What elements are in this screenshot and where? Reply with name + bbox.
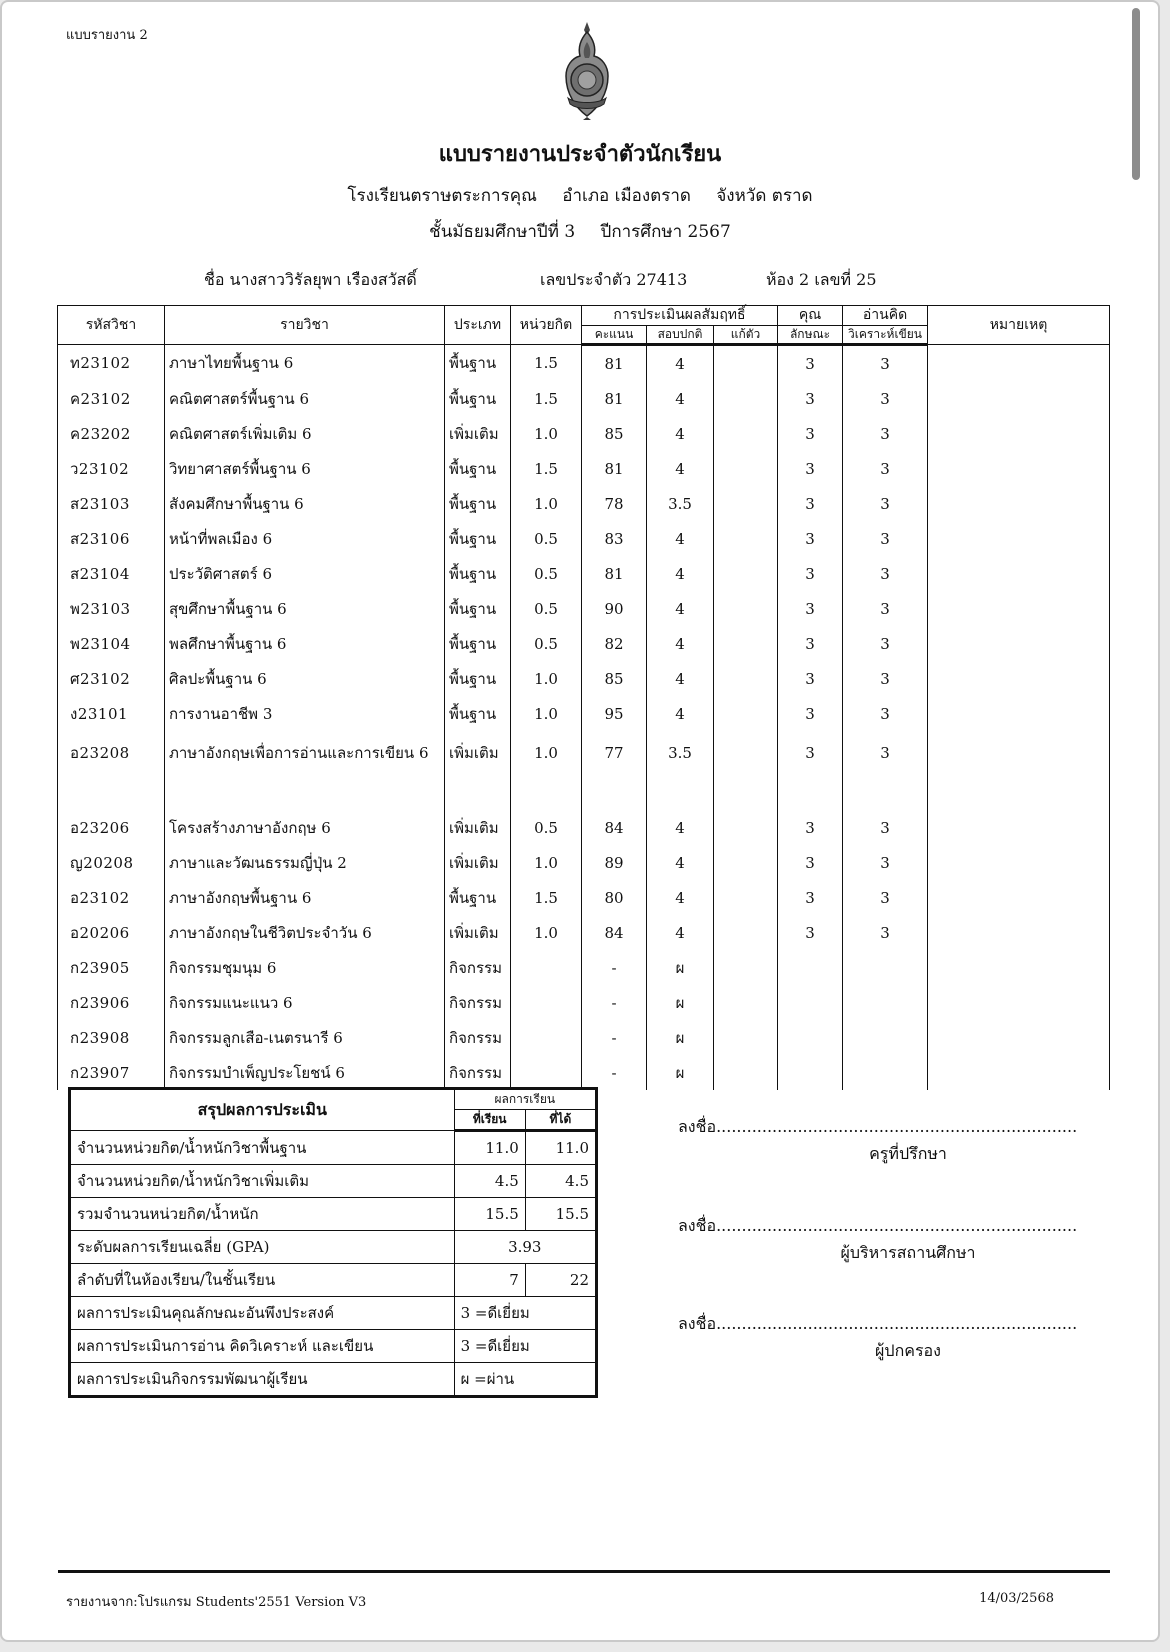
- cell-code: ส23106: [58, 521, 165, 556]
- grades-body: [58, 345, 1110, 1091]
- cell-retake: [714, 591, 778, 626]
- cell-code: ก23905: [58, 950, 165, 985]
- cell-characteristics: [778, 985, 843, 1020]
- summary-label: จำนวนหน่วยกิต/น้ำหนักวิชาพื้นฐาน: [70, 1131, 455, 1165]
- grades-table: [57, 305, 1110, 1090]
- summary-label: รวมจำนวนหน่วยกิต/น้ำหนัก: [70, 1198, 455, 1231]
- cell-grade: 4: [647, 556, 714, 591]
- cell-reading: 3: [843, 696, 928, 731]
- col-header-char-top: คุณ: [778, 306, 843, 326]
- summary-row-rank: [70, 1264, 597, 1297]
- cell-code: ก23908: [58, 1020, 165, 1055]
- cell-grade: 4: [647, 696, 714, 731]
- summary-row-characteristics: [70, 1297, 597, 1330]
- cell-type: เพิ่มเติม: [445, 915, 511, 950]
- cell-type: กิจกรรม: [445, 985, 511, 1020]
- cell-subject: คณิตศาสตร์พื้นฐาน 6: [165, 381, 445, 416]
- table-row: [58, 845, 1110, 880]
- cell-reading: 3: [843, 416, 928, 451]
- cell-retake: [714, 556, 778, 591]
- col-header-normal: สอบปกติ: [647, 326, 714, 345]
- cell-characteristics: 3: [778, 731, 843, 810]
- signature-role: ผู้บริหารสถานศึกษา: [840, 1243, 976, 1262]
- cell-remark: [928, 591, 1110, 626]
- cell-type: เพิ่มเติม: [445, 731, 511, 810]
- cell-code: อ23206: [58, 810, 165, 845]
- summary-row-core: [70, 1131, 597, 1165]
- cell-credit: 1.0: [511, 696, 582, 731]
- table-row: [58, 915, 1110, 950]
- cell-grade: 4: [647, 345, 714, 382]
- cell-retake: [714, 845, 778, 880]
- cell-code: ศ23102: [58, 661, 165, 696]
- cell-remark: [928, 556, 1110, 591]
- signature-parent: [678, 1312, 1098, 1364]
- cell-grade: 3.5: [647, 486, 714, 521]
- cell-credit: 0.5: [511, 626, 582, 661]
- summary-value: 4.5: [454, 1165, 525, 1198]
- cell-type: พื้นฐาน: [445, 626, 511, 661]
- cell-score: 81: [582, 556, 647, 591]
- col-header-assessment: การประเมินผลสัมฤทธิ์: [582, 306, 778, 326]
- col-header-code: รหัสวิชา: [58, 306, 165, 345]
- table-row: [58, 696, 1110, 731]
- cell-remark: [928, 626, 1110, 661]
- cell-code: ค23102: [58, 381, 165, 416]
- cell-code: ท23102: [58, 345, 165, 382]
- cell-reading: [843, 950, 928, 985]
- table-row: [58, 1020, 1110, 1055]
- cell-code: อ20206: [58, 915, 165, 950]
- province: จังหวัด ตราด: [716, 186, 813, 206]
- cell-characteristics: 3: [778, 556, 843, 591]
- cell-grade: 4: [647, 915, 714, 950]
- cell-credit: 1.5: [511, 345, 582, 382]
- cell-retake: [714, 486, 778, 521]
- cell-code: ค23202: [58, 416, 165, 451]
- cell-reading: [843, 985, 928, 1020]
- col-header-remark: หมายเหตุ: [928, 306, 1110, 345]
- form-code: แบบรายงาน 2: [66, 28, 148, 43]
- cell-credit: 1.0: [511, 915, 582, 950]
- cell-grade: 4: [647, 381, 714, 416]
- cell-type: เพิ่มเติม: [445, 845, 511, 880]
- cell-remark: [928, 1055, 1110, 1090]
- cell-code: พ23103: [58, 591, 165, 626]
- summary-value: 11.0: [454, 1131, 525, 1165]
- academic-year: ปีการศึกษา 2567: [600, 222, 731, 242]
- cell-reading: 3: [843, 556, 928, 591]
- report-title: แบบรายงานประจำตัวนักเรียน: [438, 141, 722, 167]
- cell-type: พื้นฐาน: [445, 345, 511, 382]
- cell-retake: [714, 521, 778, 556]
- cell-subject: กิจกรรมแนะแนว 6: [165, 985, 445, 1020]
- cell-score: 89: [582, 845, 647, 880]
- table-row: [58, 985, 1110, 1020]
- summary-value: 15.5: [525, 1198, 596, 1231]
- cell-score: -: [582, 985, 647, 1020]
- cell-remark: [928, 416, 1110, 451]
- cell-retake: [714, 985, 778, 1020]
- cell-grade: 4: [647, 416, 714, 451]
- table-row: [58, 950, 1110, 985]
- cell-subject: พลศึกษาพื้นฐาน 6: [165, 626, 445, 661]
- rank-room-value: 7: [454, 1264, 525, 1297]
- cell-code: ง23101: [58, 696, 165, 731]
- cell-grade: 3.5: [647, 731, 714, 810]
- cell-characteristics: [778, 950, 843, 985]
- cell-code: ก23906: [58, 985, 165, 1020]
- table-row: [58, 556, 1110, 591]
- cell-remark: [928, 381, 1110, 416]
- cell-type: พื้นฐาน: [445, 486, 511, 521]
- col-header-subject: รายวิชา: [165, 306, 445, 345]
- cell-score: 81: [582, 345, 647, 382]
- cell-characteristics: [778, 1055, 843, 1090]
- cell-credit: [511, 1020, 582, 1055]
- cell-code: ส23104: [58, 556, 165, 591]
- cell-grade: 4: [647, 810, 714, 845]
- cell-remark: [928, 950, 1110, 985]
- cell-remark: [928, 661, 1110, 696]
- cell-reading: 3: [843, 486, 928, 521]
- cell-subject: คณิตศาสตร์เพิ่มเติม 6: [165, 416, 445, 451]
- table-row: [58, 731, 1110, 810]
- cell-remark: [928, 880, 1110, 915]
- cell-subject: สุขศึกษาพื้นฐาน 6: [165, 591, 445, 626]
- school-line: [2, 182, 1158, 209]
- signature-advisor: [678, 1115, 1098, 1167]
- student-id: เลขประจำตัว 27413: [540, 270, 688, 289]
- cell-score: 78: [582, 486, 647, 521]
- cell-type: พื้นฐาน: [445, 696, 511, 731]
- cell-type: กิจกรรม: [445, 1020, 511, 1055]
- cell-subject: สังคมศึกษาพื้นฐาน 6: [165, 486, 445, 521]
- cell-code: ส23103: [58, 486, 165, 521]
- cell-credit: 0.5: [511, 591, 582, 626]
- cell-remark: [928, 451, 1110, 486]
- summary-row-reading: [70, 1330, 597, 1363]
- cell-reading: [843, 1020, 928, 1055]
- cell-reading: 3: [843, 381, 928, 416]
- cell-characteristics: 3: [778, 880, 843, 915]
- cell-score: 84: [582, 915, 647, 950]
- col-header-rtw-bottom: วิเคราะห์เขียน: [843, 326, 928, 345]
- cell-reading: [843, 1055, 928, 1090]
- col-header-credit: หน่วยกิต: [511, 306, 582, 345]
- table-row: [58, 626, 1110, 661]
- cell-characteristics: 3: [778, 696, 843, 731]
- cell-credit: 1.0: [511, 416, 582, 451]
- cell-type: พื้นฐาน: [445, 451, 511, 486]
- cell-type: กิจกรรม: [445, 950, 511, 985]
- cell-characteristics: 3: [778, 661, 843, 696]
- cell-remark: [928, 731, 1110, 810]
- cell-retake: [714, 810, 778, 845]
- summary-value: 4.5: [525, 1165, 596, 1198]
- cell-subject: ภาษาอังกฤษในชีวิตประจำวัน 6: [165, 915, 445, 950]
- cell-retake: [714, 1020, 778, 1055]
- summary-row-activity: [70, 1363, 597, 1397]
- cell-remark: [928, 915, 1110, 950]
- cell-credit: [511, 1055, 582, 1090]
- cell-characteristics: 3: [778, 845, 843, 880]
- signature-director: [678, 1214, 1098, 1266]
- cell-retake: [714, 381, 778, 416]
- cell-remark: [928, 845, 1110, 880]
- cell-reading: 3: [843, 521, 928, 556]
- cell-score: 84: [582, 810, 647, 845]
- col-header-score: คะแนน: [582, 326, 647, 345]
- level-line: [2, 218, 1158, 245]
- cell-subject: ภาษาอังกฤษพื้นฐาน 6: [165, 880, 445, 915]
- footer-rule: [58, 1570, 1110, 1573]
- cell-retake: [714, 880, 778, 915]
- summary-label: ผลการประเมินกิจกรรมพัฒนาผู้เรียน: [70, 1363, 455, 1397]
- cell-retake: [714, 950, 778, 985]
- cell-score: 95: [582, 696, 647, 731]
- cell-credit: 1.5: [511, 451, 582, 486]
- table-row: [58, 451, 1110, 486]
- cell-credit: 1.0: [511, 486, 582, 521]
- cell-grade: 4: [647, 521, 714, 556]
- summary-result-header: ผลการเรียน: [454, 1089, 596, 1110]
- grade-level: ชั้นมัธยมศึกษาปีที่ 3: [429, 222, 576, 242]
- cell-grade: ผ: [647, 985, 714, 1020]
- summary-label: ระดับผลการเรียนเฉลี่ย (GPA): [70, 1231, 455, 1264]
- summary-earned-header: ที่ได้: [525, 1110, 596, 1131]
- cell-grade: 4: [647, 626, 714, 661]
- cell-retake: [714, 731, 778, 810]
- cell-score: 83: [582, 521, 647, 556]
- cell-retake: [714, 416, 778, 451]
- cell-retake: [714, 696, 778, 731]
- col-header-rtw-top: อ่านคิด: [843, 306, 928, 326]
- cell-grade: ผ: [647, 950, 714, 985]
- cell-remark: [928, 810, 1110, 845]
- cell-reading: 3: [843, 845, 928, 880]
- table-row: [58, 345, 1110, 382]
- col-header-char-bottom: ลักษณะ: [778, 326, 843, 345]
- cell-type: พื้นฐาน: [445, 661, 511, 696]
- cell-type: เพิ่มเติม: [445, 416, 511, 451]
- cell-type: พื้นฐาน: [445, 880, 511, 915]
- cell-subject: ภาษาอังกฤษเพื่อการอ่านและการเขียน 6: [165, 731, 445, 810]
- cell-subject: โครงสร้างภาษาอังกฤษ 6: [165, 810, 445, 845]
- cell-credit: 1.0: [511, 661, 582, 696]
- footer-date: 14/03/2568: [979, 1591, 1054, 1606]
- cell-characteristics: 3: [778, 451, 843, 486]
- summary-label: ผลการประเมินการอ่าน คิดวิเคราะห์ และเขียน: [70, 1330, 455, 1363]
- cell-credit: 1.0: [511, 731, 582, 810]
- summary-value: ผ =ผ่าน: [454, 1363, 596, 1397]
- cell-credit: 0.5: [511, 810, 582, 845]
- cell-score: 85: [582, 416, 647, 451]
- summary-value: 11.0: [525, 1131, 596, 1165]
- cell-credit: [511, 985, 582, 1020]
- cell-remark: [928, 345, 1110, 382]
- cell-grade: 4: [647, 591, 714, 626]
- summary-studied-header: ที่เรียน: [454, 1110, 525, 1131]
- district: อำเภอ เมืองตราด: [562, 186, 691, 206]
- cell-type: เพิ่มเติม: [445, 810, 511, 845]
- student-room-number: ห้อง 2 เลขที่ 25: [766, 270, 877, 289]
- cell-code: พ23104: [58, 626, 165, 661]
- summary-label: ผลการประเมินคุณลักษณะอันพึงประสงค์: [70, 1297, 455, 1330]
- table-row: [58, 591, 1110, 626]
- cell-grade: 4: [647, 845, 714, 880]
- summary-header: สรุปผลการประเมิน: [70, 1089, 455, 1131]
- table-row: [58, 1055, 1110, 1090]
- cell-grade: ผ: [647, 1055, 714, 1090]
- cell-characteristics: 3: [778, 521, 843, 556]
- cell-credit: 0.5: [511, 521, 582, 556]
- cell-retake: [714, 661, 778, 696]
- cell-score: -: [582, 1055, 647, 1090]
- cell-score: 81: [582, 451, 647, 486]
- col-header-retake: แก้ตัว: [714, 326, 778, 345]
- cell-remark: [928, 696, 1110, 731]
- cell-score: 85: [582, 661, 647, 696]
- cell-characteristics: 3: [778, 626, 843, 661]
- col-header-type: ประเภท: [445, 306, 511, 345]
- cell-credit: 1.5: [511, 381, 582, 416]
- cell-code: ว23102: [58, 451, 165, 486]
- signature-role: ผู้ปกครอง: [875, 1341, 941, 1360]
- cell-credit: 1.5: [511, 880, 582, 915]
- cell-retake: [714, 451, 778, 486]
- cell-code: ญ20208: [58, 845, 165, 880]
- cell-type: พื้นฐาน: [445, 591, 511, 626]
- summary-row-total: [70, 1198, 597, 1231]
- cell-credit: 1.0: [511, 845, 582, 880]
- cell-score: 90: [582, 591, 647, 626]
- cell-characteristics: 3: [778, 486, 843, 521]
- cell-remark: [928, 486, 1110, 521]
- cell-characteristics: 3: [778, 416, 843, 451]
- cell-subject: ประวัติศาสตร์ 6: [165, 556, 445, 591]
- cell-subject: กิจกรรมชุมนุม 6: [165, 950, 445, 985]
- cell-type: พื้นฐาน: [445, 556, 511, 591]
- summary-row-extra: [70, 1165, 597, 1198]
- cell-code: ก23907: [58, 1055, 165, 1090]
- cell-score: -: [582, 1020, 647, 1055]
- cell-reading: 3: [843, 626, 928, 661]
- cell-reading: 3: [843, 345, 928, 382]
- cell-subject: วิทยาศาสตร์พื้นฐาน 6: [165, 451, 445, 486]
- cell-characteristics: 3: [778, 345, 843, 382]
- table-row: [58, 521, 1110, 556]
- cell-score: 80: [582, 880, 647, 915]
- cell-code: อ23102: [58, 880, 165, 915]
- cell-subject: กิจกรรมบำเพ็ญประโยชน์ 6: [165, 1055, 445, 1090]
- cell-reading: 3: [843, 591, 928, 626]
- cell-score: 81: [582, 381, 647, 416]
- cell-reading: 3: [843, 880, 928, 915]
- cell-reading: 3: [843, 661, 928, 696]
- cell-characteristics: 3: [778, 381, 843, 416]
- gpa-value: 3.93: [454, 1231, 596, 1264]
- summary-value: 3 =ดีเยี่ยม: [454, 1330, 596, 1363]
- cell-characteristics: [778, 1020, 843, 1055]
- cell-grade: ผ: [647, 1020, 714, 1055]
- cell-grade: 4: [647, 880, 714, 915]
- table-row: [58, 381, 1110, 416]
- table-row: [58, 810, 1110, 845]
- summary-value: 3 =ดีเยี่ยม: [454, 1297, 596, 1330]
- cell-grade: 4: [647, 451, 714, 486]
- table-row: [58, 880, 1110, 915]
- cell-remark: [928, 1020, 1110, 1055]
- summary-value: 15.5: [454, 1198, 525, 1231]
- cell-grade: 4: [647, 661, 714, 696]
- cell-remark: [928, 985, 1110, 1020]
- cell-retake: [714, 1055, 778, 1090]
- cell-subject: ศิลปะพื้นฐาน 6: [165, 661, 445, 696]
- summary-label: จำนวนหน่วยกิต/น้ำหนักวิชาเพิ่มเติม: [70, 1165, 455, 1198]
- cell-credit: 0.5: [511, 556, 582, 591]
- summary-label: ลำดับที่ในห้องเรียน/ในชั้นเรียน: [70, 1264, 455, 1297]
- cell-subject: การงานอาชีพ 3: [165, 696, 445, 731]
- summary-table: [68, 1087, 598, 1398]
- cell-credit: [511, 950, 582, 985]
- cell-subject: ภาษาและวัฒนธรรมญี่ปุ่น 2: [165, 845, 445, 880]
- cell-score: 77: [582, 731, 647, 810]
- cell-reading: 3: [843, 915, 928, 950]
- cell-score: 82: [582, 626, 647, 661]
- cell-type: พื้นฐาน: [445, 381, 511, 416]
- cell-reading: 3: [843, 731, 928, 810]
- table-row: [58, 661, 1110, 696]
- table-row: [58, 416, 1110, 451]
- summary-row-gpa: [70, 1231, 597, 1264]
- cell-characteristics: 3: [778, 915, 843, 950]
- cell-reading: 3: [843, 810, 928, 845]
- cell-code: อ23208: [58, 731, 165, 810]
- cell-subject: กิจกรรมลูกเสือ-เนตรนารี 6: [165, 1020, 445, 1055]
- cell-retake: [714, 915, 778, 950]
- cell-characteristics: 3: [778, 810, 843, 845]
- cell-reading: 3: [843, 451, 928, 486]
- school-name: โรงเรียนตราษตระการคุณ: [347, 186, 537, 206]
- signature-role: ครูที่ปรึกษา: [869, 1144, 947, 1163]
- table-row: [58, 486, 1110, 521]
- cell-type: พื้นฐาน: [445, 521, 511, 556]
- cell-retake: [714, 626, 778, 661]
- school-emblem-icon: [550, 20, 624, 120]
- cell-retake: [714, 345, 778, 382]
- signature-line: ลงชื่อ.......................................................................: [678, 1117, 1078, 1136]
- cell-characteristics: 3: [778, 591, 843, 626]
- cell-remark: [928, 521, 1110, 556]
- signature-line: ลงชื่อ.......................................................................: [678, 1314, 1078, 1333]
- rank-level-value: 22: [525, 1264, 596, 1297]
- cell-score: -: [582, 950, 647, 985]
- cell-subject: ภาษาไทยพื้นฐาน 6: [165, 345, 445, 382]
- signature-line: ลงชื่อ.......................................................................: [678, 1216, 1078, 1235]
- cell-type: กิจกรรม: [445, 1055, 511, 1090]
- footer-source: รายงานจาก:โปรแกรม Students'2551 Version V3: [66, 1595, 367, 1610]
- student-name: ชื่อ นางสาววิรัลยุพา เรืองสวัสดิ์: [204, 270, 417, 289]
- cell-subject: หน้าที่พลเมือง 6: [165, 521, 445, 556]
